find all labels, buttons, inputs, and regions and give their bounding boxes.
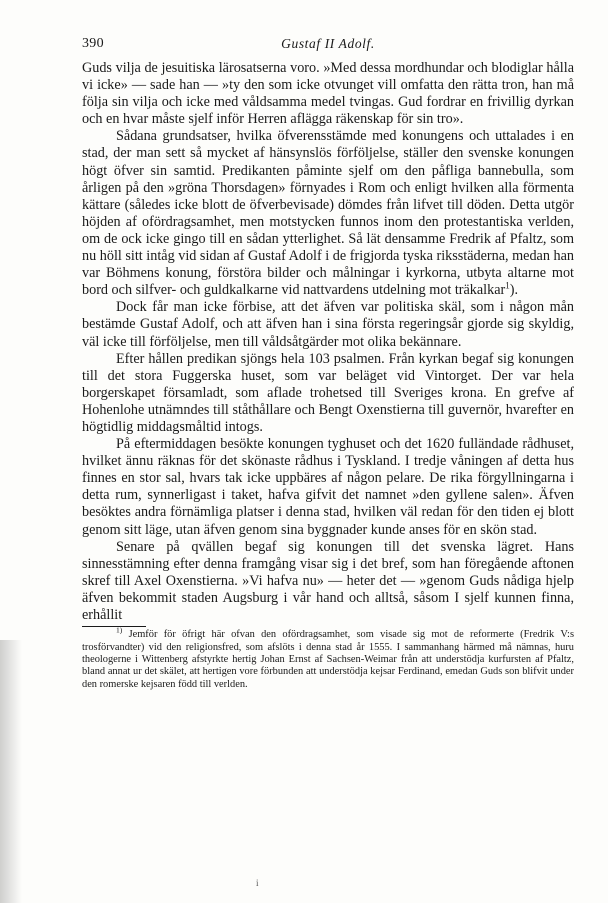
footnote-divider bbox=[82, 626, 146, 627]
footnote-marker: 1) bbox=[116, 625, 123, 635]
paragraph-text: Sådana grundsatser, hvilka öfverensstämde med konungens och uttalades i en stad, der man sett så mycket af hänsynslös förföljelse, ställer den svenske konungen högt öfver sin samtid. Predikanten påminte sjelf om den påfliga bannebulla, som årligen på den »gröna Thorsdagen» förnyades i Rom och enligt hvilken alla förmenta kättare (således icke blott de öfverbevisade) dömdes från lifvet till döden. Detta utgör höjden af ofördragsamhet, men motstycken funnos inom den protestantiska verlden, om de ock icke gingo till en sådan ytterlighet. Så lät densamme Fredrik af Pfaltz, som nu höll sitt intåg vid sidan af Gustaf Adolf i de frigjorda tyska riksstäderna, medan han var Böhmens konung, förstöra bilder och målningar i kyrkorna, utbyta altarne mot bord och silfver- och guldkalkarne vid nattvardens utdelning mot träkalkar bbox=[82, 128, 574, 299]
body-text bbox=[82, 60, 574, 691]
running-title: Gustaf II Adolf. bbox=[281, 36, 375, 51]
footnote bbox=[82, 625, 574, 691]
paragraph-tail: ). bbox=[509, 282, 519, 299]
page-shadow bbox=[0, 640, 22, 903]
paragraph bbox=[82, 128, 574, 299]
paragraph: Efter hållen predikan sjöngs hela 103 psalmen. Från kyrkan begaf sig konungen till det stora Fuggerska huset, som var beläget vid Vintorget. Der var hela borgerskapet församladt, som aflade trohetsed till Sveriges krona. En grefve af Hohenlohe utnämndes till ståthållare och Bengt Oxenstierna till guvernör, hvarefter en högtidlig middagsmåltid intogs. bbox=[82, 350, 574, 435]
paragraph: Guds vilja de jesuitiska lärosatserna voro. »Med dessa mordhundar och blodiglar hålla vi icke» — sade han — »ty den som icke otvunget vill omfatta den rätta tron, han må följa sin vilja och icke med våldsamma medel tvingas. Gud fordrar en frivillig dyrkan och en hvar måste sjelf inför Herren aflägga räkenskap för sin tro». bbox=[82, 60, 574, 128]
paragraph: På eftermiddagen besökte konungen tyghuset och det 1620 fulländade rådhuset, hvilket ännu räknas för det skönaste rådhus i Tyskland. I tredje våningen af detta hus finnes en stor sal, hvars tak icke uppbäres af någon pelare. De rika förgyllningarna i detta rum, synnerligast i taket, hafva gifvit det namnet »den gyllene salen». Äfven besöktes andra förnämliga platser i denna stad, hvilken väl redan för den tiden ej blott genom sitt läge, utan äfven genom sina byggnader kunde anses för en skön stad. bbox=[82, 436, 574, 538]
paragraph: Dock får man icke förbise, att det äfven var politiska skäl, som i någon mån bestämde Gustaf Adolf, och att äfven han i sina första regeringsår gjorde sig skyldig, väl icke till förföljelse, men till våldsåtgärder mot olika bekännare. bbox=[82, 299, 574, 350]
footnote-reference: 1 bbox=[505, 280, 510, 291]
bottom-mark: i bbox=[256, 878, 259, 888]
page-header bbox=[82, 36, 574, 56]
footnote-text: Jemför för öfrigt här ofvan den ofördragsamhet, som visade sig mot de reformerte (Fredrik V:s trosförvandter) vid den religionsfred, som afslöts i denna stad år 1555. I sammanhang härmed må nämnas, huru theologerne i Wittenberg afstyrkte hertig Johan Ernst af Sachsen-Weimar från att understödja kurfursten af Pfaltz, bland annat ur det skälet, att hertigen vore förbunden att understödja kejsar Ferdinand, emedan Guds son blifvit under den romerske kejsaren född till verlden. bbox=[82, 629, 574, 690]
page-number: 390 bbox=[82, 36, 104, 51]
paragraph: Senare på qvällen begaf sig konungen till det svenska lägret. Hans sinnesstämning efter denna framgång visar sig i det bref, som han föregående aftonen skref till Axel Oxenstierna. »Vi hafva nu» — heter det — »genom Guds nådiga hjelp äfven bekommit staden Augsburg i vår hand och alltså, såsom I sjelf kunnen finna, erhållit bbox=[82, 538, 574, 623]
